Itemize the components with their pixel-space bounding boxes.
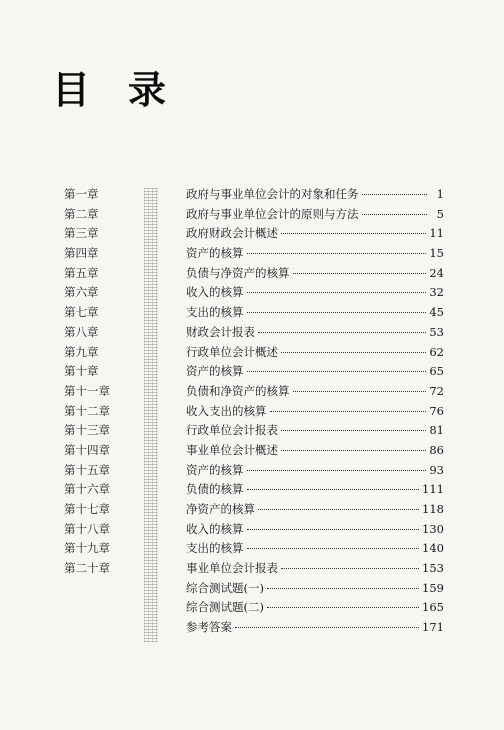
toc-entry-title: 收入的核算 — [186, 285, 244, 300]
chapter-number: 第五章 — [64, 265, 99, 280]
toc-entry-page: 140 — [422, 541, 444, 556]
toc-entry-title: 政府与事业单位会计的原则与方法 — [186, 206, 359, 221]
toc-entry-title: 事业单位会计概述 — [186, 442, 278, 457]
toc-entry[interactable] — [186, 598, 444, 618]
toc-entry-title: 支出的核算 — [186, 541, 244, 556]
toc-entry[interactable] — [186, 283, 444, 303]
leader-dots — [247, 528, 420, 530]
toc-entry-title: 政府财政会计概述 — [186, 226, 278, 241]
leader-dots — [270, 410, 427, 412]
leader-dots — [247, 370, 427, 372]
toc-entry-page: 171 — [422, 620, 444, 635]
toc-entry[interactable] — [186, 539, 444, 559]
chapter-number: 第十五章 — [64, 462, 110, 477]
toc-entry-page: 93 — [429, 462, 444, 477]
leader-dots — [293, 272, 427, 274]
toc-entry[interactable] — [186, 461, 444, 481]
toc-entry-page: 45 — [429, 305, 444, 320]
chapter-number: 第十六章 — [64, 482, 110, 497]
toc-entry[interactable] — [186, 402, 444, 422]
toc-entry[interactable] — [186, 520, 444, 540]
toc-entry[interactable] — [186, 224, 444, 244]
toc-entry-title: 事业单位会计报表 — [186, 561, 278, 576]
toc-entry-page: 130 — [422, 521, 444, 536]
binding-divider — [144, 188, 158, 642]
toc-entry-page: 76 — [429, 403, 444, 418]
chapter-number: 第十章 — [64, 364, 99, 379]
toc-entry-title: 综合测试题(一) — [186, 580, 264, 595]
chapter-number: 第十四章 — [64, 442, 110, 457]
leader-dots — [281, 449, 426, 451]
leader-dots — [267, 587, 419, 589]
title-char-1: 目 — [52, 68, 91, 112]
chapter-number: 第十一章 — [64, 383, 110, 398]
page-title — [52, 70, 166, 110]
chapter-number: 第二十章 — [64, 561, 110, 576]
toc-entry-title: 负债的核算 — [186, 482, 244, 497]
title-char-2: 录 — [128, 68, 167, 112]
chapter-number: 第十三章 — [64, 423, 110, 438]
chapter-number: 第三章 — [64, 226, 99, 241]
chapter-number: 第七章 — [64, 305, 99, 320]
toc-entry[interactable] — [186, 244, 444, 264]
chapter-number: 第六章 — [64, 285, 99, 300]
leader-dots — [281, 429, 426, 431]
chapter-number: 第二章 — [64, 206, 99, 221]
chapter-number-list — [64, 185, 136, 579]
toc-entry[interactable] — [186, 480, 444, 500]
toc-entry[interactable] — [186, 362, 444, 382]
toc-entry[interactable] — [186, 579, 444, 599]
toc-entry-title: 政府与事业单位会计的对象和任务 — [186, 187, 359, 201]
leader-dots — [247, 469, 427, 471]
leader-dots — [281, 567, 419, 569]
leader-dots — [281, 351, 426, 353]
chapter-number: 第十七章 — [64, 502, 110, 516]
toc-entry-page: 111 — [422, 482, 444, 497]
toc-entry-title: 收入的核算 — [186, 521, 244, 536]
leader-dots — [247, 252, 427, 254]
toc-entry-title: 参考答案 — [186, 620, 232, 635]
toc-entry-title: 净资产的核算 — [186, 502, 255, 516]
toc-entry-title: 综合测试题(二) — [186, 600, 264, 615]
toc-entry-title: 财政会计报表 — [186, 324, 255, 339]
toc-entry-page: 15 — [429, 246, 444, 261]
toc-entry-page: 159 — [422, 580, 444, 595]
leader-dots — [235, 626, 419, 628]
toc-entry-page: 118 — [422, 502, 444, 516]
toc-entry[interactable] — [186, 500, 444, 520]
chapter-number: 第八章 — [64, 324, 99, 339]
toc-entry-title: 收入支出的核算 — [186, 403, 267, 418]
toc-entry-page: 24 — [429, 265, 444, 280]
toc-entry-page: 1 — [436, 187, 444, 201]
toc-entry-list — [186, 185, 444, 638]
toc-entry-page: 62 — [429, 344, 444, 359]
toc-entry-page: 53 — [429, 324, 444, 339]
toc-entry[interactable] — [186, 303, 444, 323]
toc-entry-page: 5 — [436, 206, 444, 221]
toc-entry-page: 165 — [422, 600, 444, 615]
chapter-number: 第十二章 — [64, 403, 110, 418]
toc-entry-title: 行政单位会计报表 — [186, 423, 278, 438]
toc-entry-title: 行政单位会计概述 — [186, 344, 278, 359]
toc-entry-title: 支出的核算 — [186, 305, 244, 320]
toc-entry[interactable] — [186, 559, 444, 579]
toc-entry-page: 11 — [429, 226, 444, 241]
leader-dots — [362, 193, 428, 195]
toc-entry-title: 负债和净资产的核算 — [186, 383, 290, 398]
toc-entry-title: 负债与净资产的核算 — [186, 265, 290, 280]
toc-entry-page: 32 — [429, 285, 444, 300]
toc-entry-page: 65 — [429, 364, 444, 379]
toc-entry-page: 72 — [429, 383, 444, 398]
toc-entry[interactable] — [186, 343, 444, 363]
leader-dots — [281, 232, 426, 234]
toc-entry[interactable] — [186, 205, 444, 225]
leader-dots — [247, 311, 427, 313]
chapter-number: 第一章 — [64, 187, 99, 201]
toc-entry[interactable] — [186, 421, 444, 441]
toc-entry[interactable] — [186, 264, 444, 284]
toc-entry-page: 81 — [429, 423, 444, 438]
toc-entry-page: 86 — [429, 442, 444, 457]
chapter-number: 第四章 — [64, 246, 99, 261]
leader-dots — [267, 606, 419, 608]
toc-entry[interactable] — [186, 382, 444, 402]
leader-dots — [362, 213, 428, 215]
toc-entry[interactable] — [186, 323, 444, 343]
leader-dots — [247, 488, 420, 490]
leader-dots — [247, 547, 420, 549]
toc-entry[interactable] — [186, 441, 444, 461]
toc-entry[interactable] — [186, 618, 444, 638]
leader-dots — [293, 390, 427, 392]
toc-entry-page: 153 — [422, 561, 444, 576]
chapter-number: 第十九章 — [64, 541, 110, 556]
toc-entry-title: 资产的核算 — [186, 462, 244, 477]
toc-entry[interactable] — [186, 185, 444, 205]
leader-dots — [247, 291, 427, 293]
leader-dots — [258, 508, 419, 510]
toc-entry-title: 资产的核算 — [186, 364, 244, 379]
chapter-number: 第十八章 — [64, 521, 110, 536]
toc-entry-title: 资产的核算 — [186, 246, 244, 261]
leader-dots — [258, 331, 426, 333]
chapter-number: 第九章 — [64, 344, 99, 359]
